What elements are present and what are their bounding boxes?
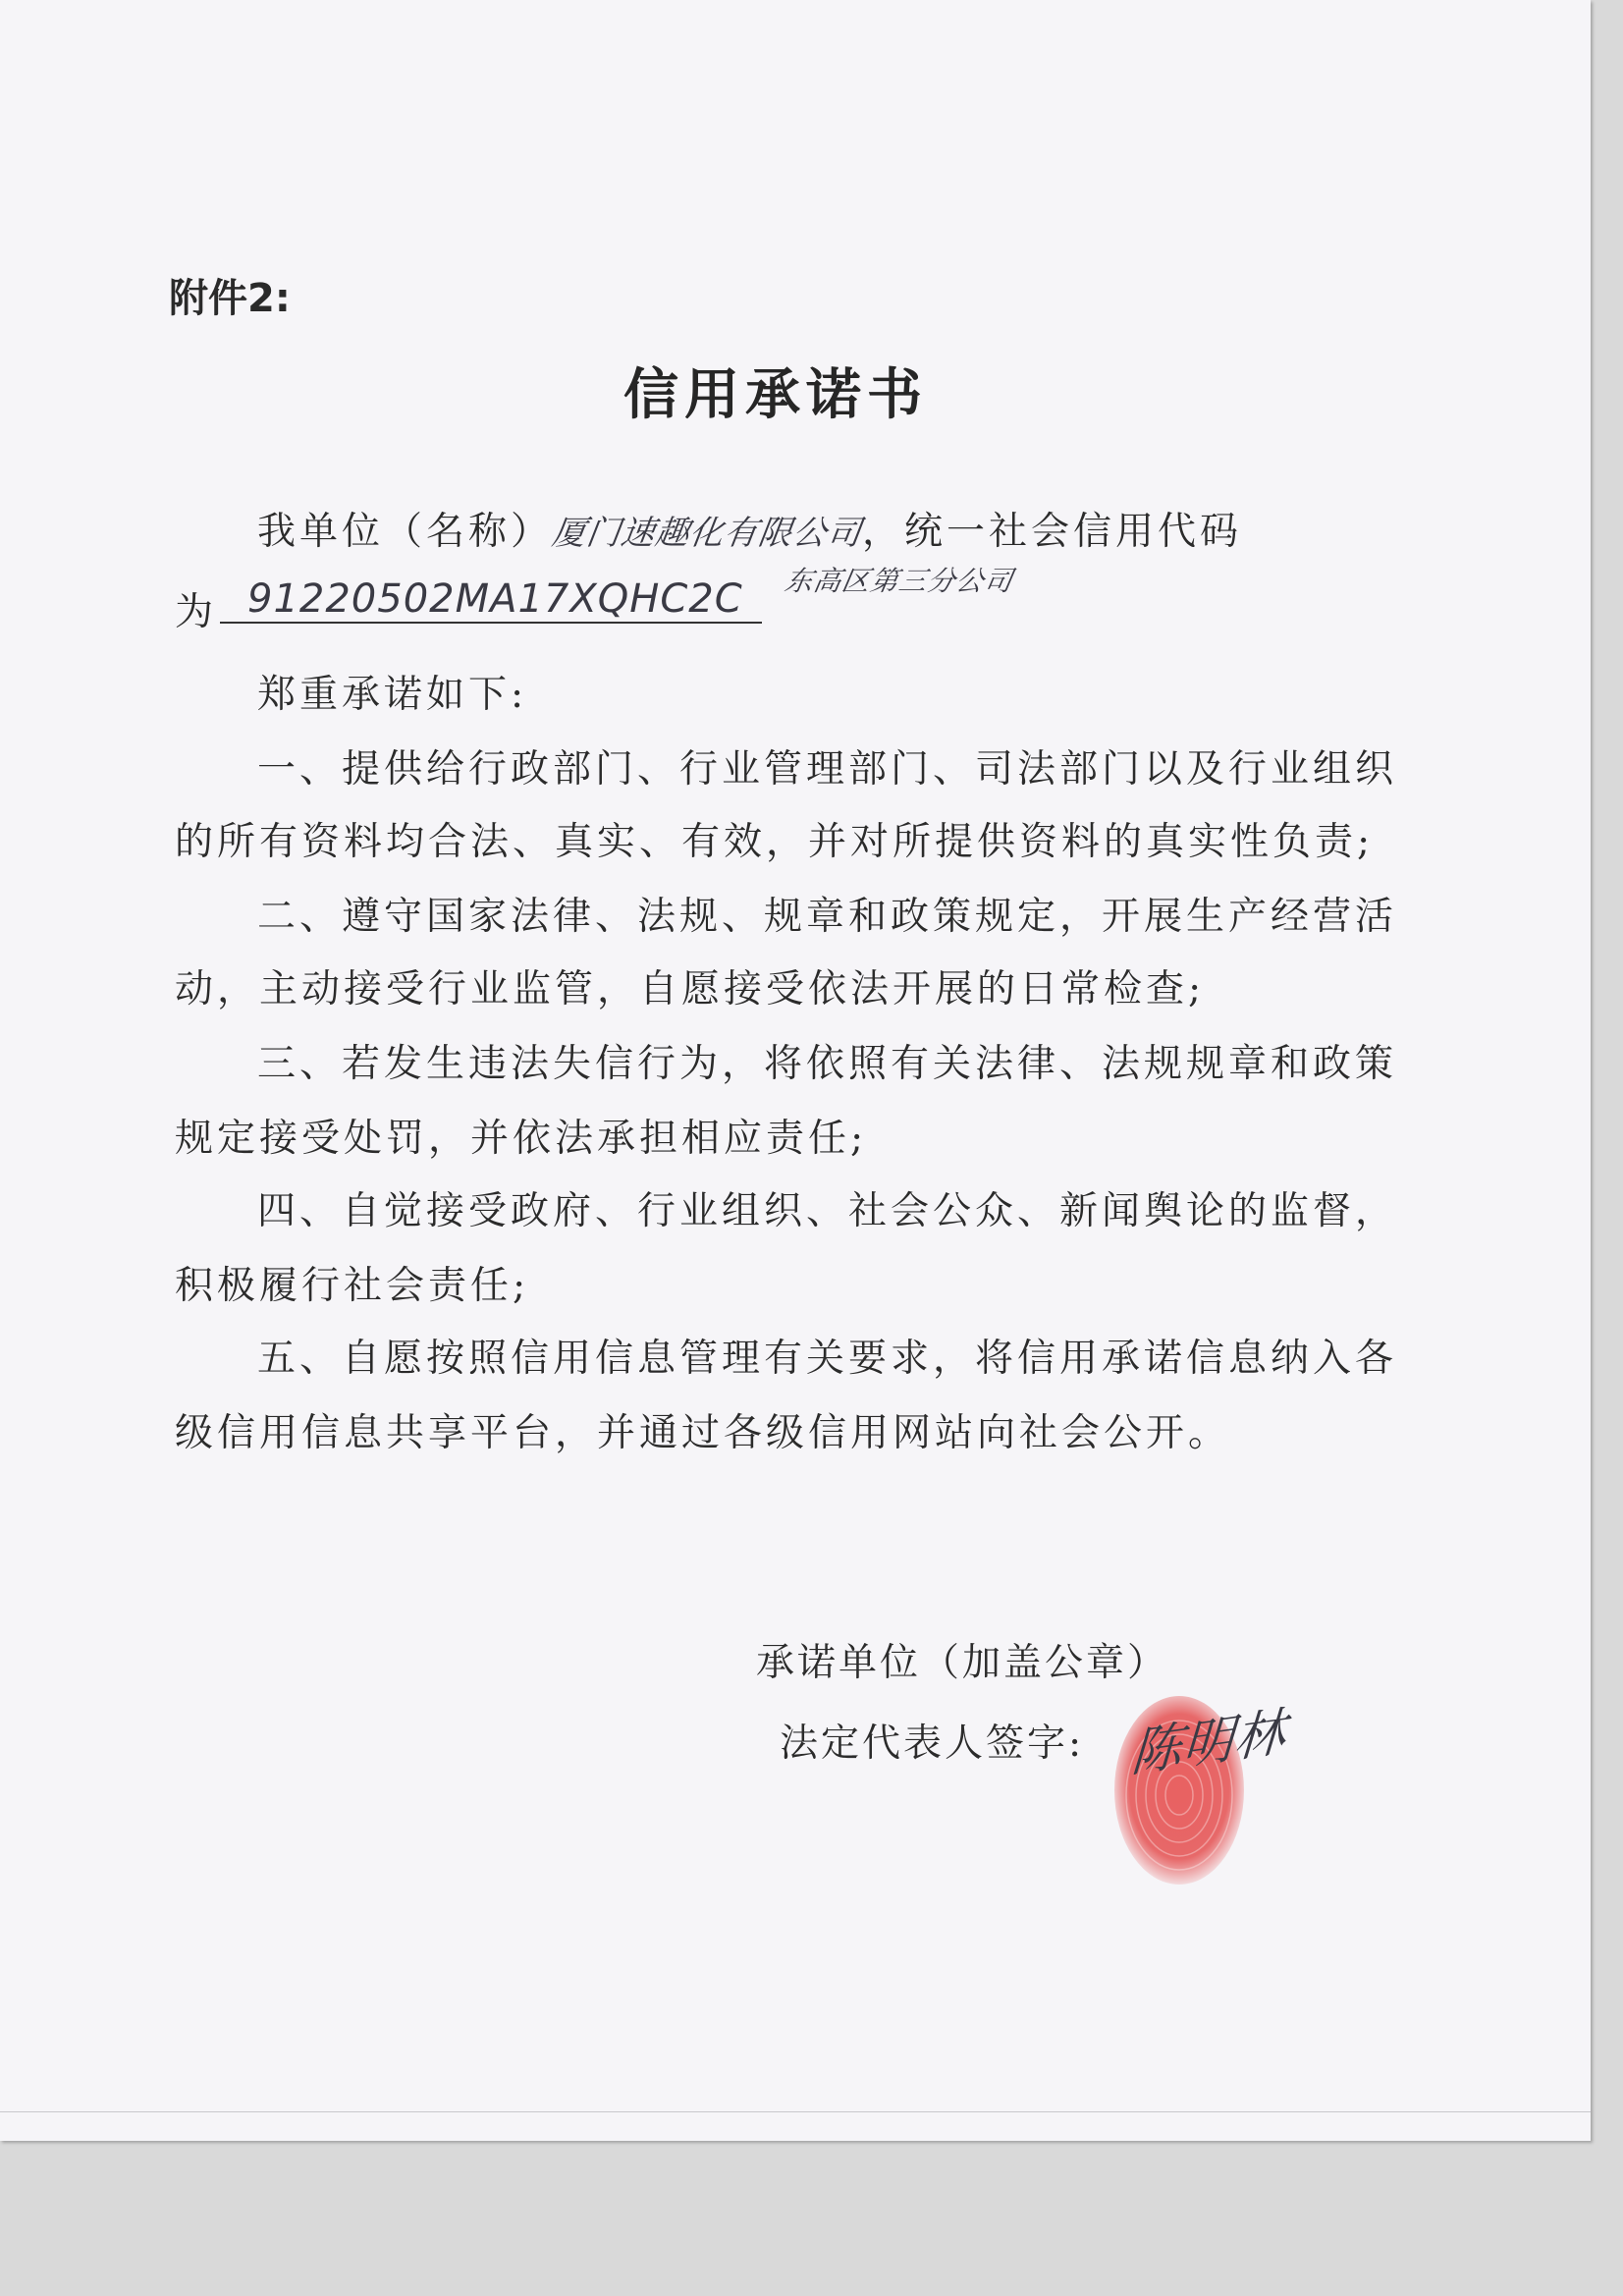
handwritten-company-name-line2: 东高区第三分公司 xyxy=(782,565,1016,597)
code-prefix: 为 xyxy=(175,590,218,634)
handwritten-credit-code: 91220502MA17XQHC2C xyxy=(220,576,762,624)
clause-1-line-2: 的所有资料均合法、真实、有效，并对所提供资料的真实性负责; xyxy=(175,820,1375,864)
legal-rep-label: 法定代表人签字: xyxy=(780,1722,1085,1766)
clause-2-line-2: 动，主动接受行业监管，自愿接受依法开展的日常检查; xyxy=(175,967,1206,1011)
clause-2-line-1: 二、遵守国家法律、法规、规章和政策规定，开展生产经营活 xyxy=(257,895,1398,939)
clause-3-line-2: 规定接受处罚，并依法承担相应责任; xyxy=(175,1117,868,1161)
clause-1-line-1: 一、提供给行政部门、行业管理部门、司法部门以及行业组织 xyxy=(257,747,1398,792)
intro-line xyxy=(257,501,1242,556)
clause-5-line-1: 五、自愿按照信用信息管理有关要求，将信用承诺信息纳入各 xyxy=(257,1337,1398,1381)
legal-rep-signature: 陈明林 xyxy=(1129,1702,1288,1784)
intro-suffix: ，统一社会信用代码 xyxy=(862,510,1243,554)
document-title: 信用承诺书 xyxy=(623,363,928,427)
clause-4-line-1: 四、自觉接受政府、行业组织、社会公众、新闻舆论的监督， xyxy=(257,1189,1398,1233)
handwritten-company-name: 厦门速趣化有限公司 xyxy=(549,514,865,553)
clause-3-line-1: 三、若发生违法失信行为，将依照有关法律、法规规章和政策 xyxy=(257,1042,1398,1086)
attachment-label: 附件2: xyxy=(169,276,291,321)
intro-prefix: 我单位（名称） xyxy=(257,510,554,554)
lead-text: 郑重承诺如下: xyxy=(257,673,528,717)
clause-5-line-2: 级信用信息共享平台，并通过各级信用网站向社会公开。 xyxy=(175,1411,1231,1455)
clause-4-line-2: 积极履行社会责任; xyxy=(175,1264,530,1308)
pledge-unit-label: 承诺单位（加盖公章） xyxy=(756,1641,1169,1685)
